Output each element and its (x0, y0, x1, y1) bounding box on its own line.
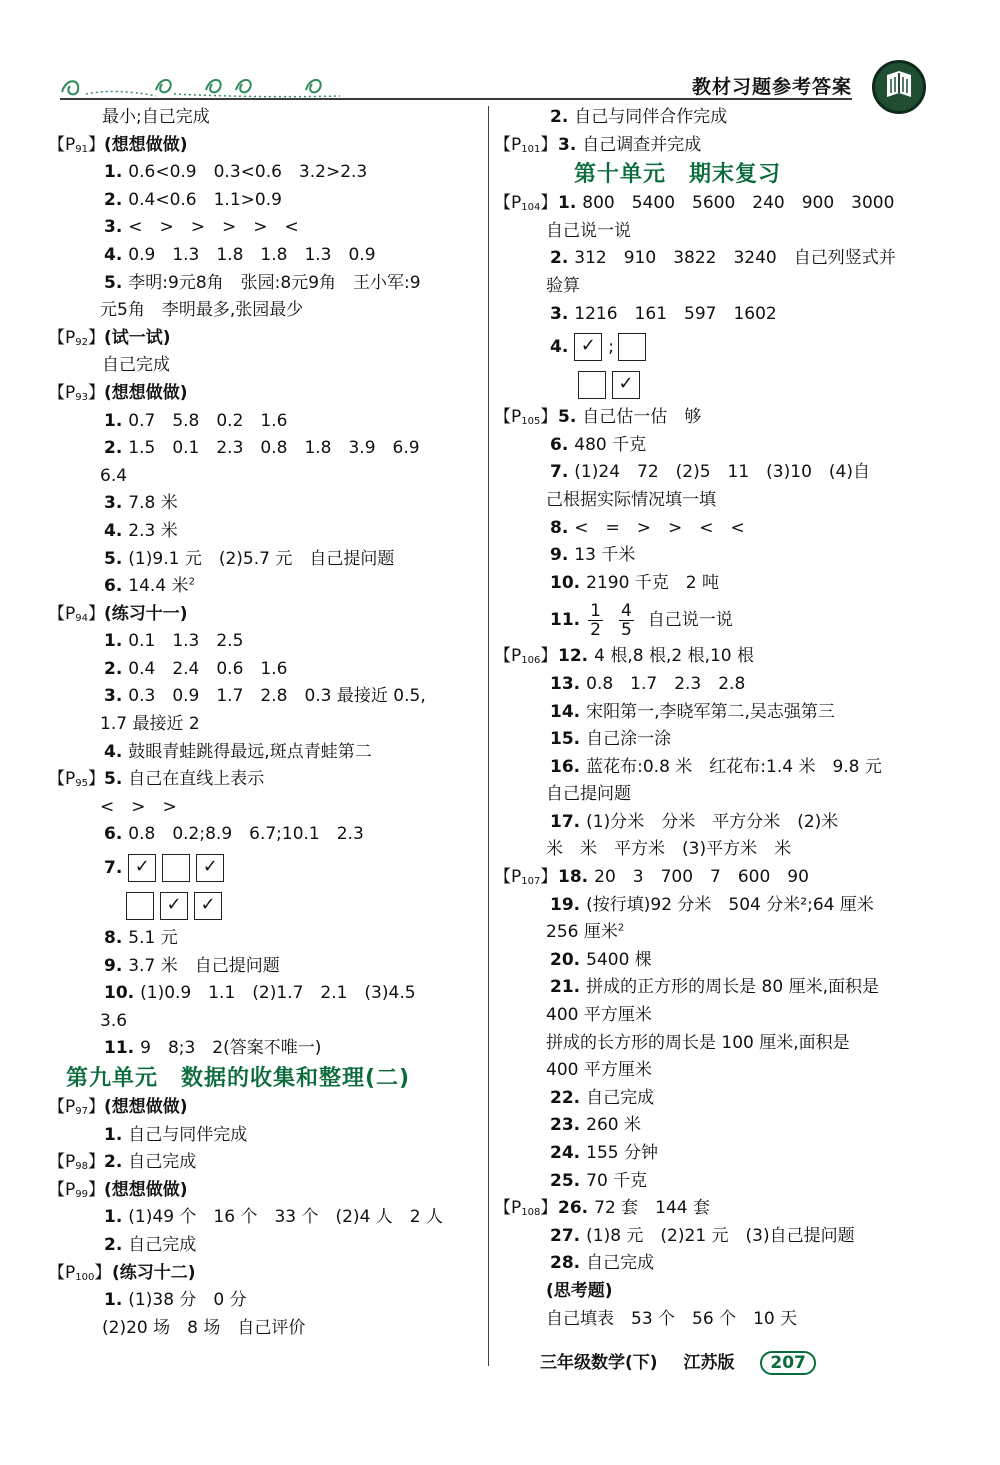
answer-text: 312 910 3822 3240 自己列竖式并 (574, 248, 896, 269)
answer-text: (2)20 场 8 场 自己评价 (102, 1317, 306, 1338)
page-ref-number: 108 (521, 1207, 541, 1219)
answer-line (48, 711, 478, 739)
question-number: 2. (550, 107, 569, 127)
empty-box (126, 892, 154, 920)
fraction (588, 602, 603, 639)
question-number: 23. (550, 1115, 581, 1136)
page-ref-number: 94 (75, 612, 88, 624)
answer-line (48, 490, 478, 518)
question-number: 6. (550, 434, 569, 455)
answer-line (494, 1168, 924, 1196)
question-number: 11. (550, 610, 581, 631)
answer-line (494, 190, 924, 218)
answer-line (48, 1287, 478, 1315)
checked-box: ✓ (612, 371, 640, 399)
answer-text: 260 米 (586, 1115, 641, 1136)
answer-line (494, 1085, 924, 1113)
page-ref: 【$P_{108}$】 (494, 1198, 558, 1219)
answer-line (48, 573, 478, 601)
answer-text: 拼成的长方形的周长是 100 厘米,面积是 (546, 1032, 850, 1053)
answer-text: 13 千米 (574, 545, 636, 566)
question-number: 4. (104, 741, 123, 762)
answer-text: 1216 161 597 1602 (574, 303, 777, 324)
answer-text: 自己完成 (586, 1087, 655, 1108)
answer-line (48, 766, 478, 794)
answer-line (48, 794, 478, 822)
answer-text: 自己填表 53 个 56 个 10 天 (546, 1308, 798, 1329)
footer-grade: 三年级数学(下) (540, 1353, 658, 1373)
answer-text: (1)9.1 元 (2)5.7 元 自己提问题 (128, 548, 395, 569)
answer-text: 宋阳第一,李晓军第二,吴志强第三 (586, 701, 835, 722)
page-ref-number: 105 (521, 416, 541, 428)
question-number: 1. (558, 193, 577, 214)
answer-line (48, 1315, 478, 1343)
checkbox-group (574, 328, 652, 366)
answer-text: 20 3 700 7 600 90 (594, 867, 809, 888)
answer-text: 自己涂一涂 (586, 729, 672, 750)
question-number: 1. (104, 631, 123, 652)
answer-line (494, 1140, 924, 1168)
answer-line (494, 836, 924, 864)
answer-line (494, 781, 924, 809)
question-number: 24. (550, 1143, 581, 1163)
page-ref-number: 95 (75, 778, 88, 790)
checked-box: ✓ (194, 892, 222, 920)
superscript: 2 (188, 576, 195, 588)
page-ref: 【$P_{105}$】 (494, 407, 558, 428)
answer-line (494, 809, 924, 837)
superscript: 2 (617, 922, 625, 934)
answer-text: 4 根,8 根,2 根,10 根 (594, 646, 755, 667)
answer-text: < = > > < < (574, 517, 745, 538)
answer-text: 蓝花布:0.8 米 红花布:1.4 米 9.8 元 (586, 756, 882, 777)
page-ref-number: 99 (75, 1188, 88, 1200)
page-ref-number: 92 (75, 336, 88, 348)
answer-text: 6.4 (100, 465, 128, 486)
checked-box: ✓ (196, 854, 224, 882)
answer-text: 自己调查并完成 (582, 134, 702, 155)
answer-line (494, 132, 924, 160)
answer-line (48, 159, 478, 187)
section-title: 第九单元 数据的收集和整理(二) (66, 1066, 411, 1091)
empty-box (162, 854, 190, 882)
answer-text: 72 套 144 套 (594, 1198, 711, 1219)
answer-text: 0.4 2.4 0.6 1.6 (128, 658, 288, 679)
answer-text: 0.4<0.6 1.1>0.9 (128, 189, 282, 210)
answer-text: 0.7 5.8 0.2 1.6 (128, 410, 288, 431)
answer-line (494, 459, 924, 487)
question-number: 9. (550, 545, 569, 566)
answer-line (48, 1008, 478, 1036)
answer-text: < > > (100, 796, 177, 817)
question-number: 2. (104, 1152, 123, 1173)
answer-text: 自己完成 (128, 1234, 197, 1255)
question-number: 8. (550, 517, 569, 538)
page-ref-number: 107 (521, 876, 541, 888)
question-number: 3. (104, 686, 123, 707)
exercise-title: (练习十二) (112, 1262, 196, 1283)
answer-text: 14.4 米 (128, 576, 189, 597)
question-number: 11. (104, 1038, 135, 1059)
checked-box: ✓ (128, 854, 156, 882)
question-number: 5. (558, 407, 577, 428)
question-number: 1. (104, 1290, 123, 1311)
section-heading-line (48, 1063, 478, 1094)
question-number: 2. (550, 248, 569, 269)
answer-text: (1)0.9 1.1 (2)1.7 2.1 (3)4.5 (140, 983, 416, 1004)
question-number: 5. (104, 272, 123, 293)
answer-text: (1)24 72 (2)5 11 (3)10 (4)自 (574, 462, 870, 483)
answer-line (494, 1002, 924, 1030)
answer-text: 5400 棵 (586, 949, 652, 970)
answer-line (494, 699, 924, 727)
page-ref: 【$P_{104}$】 (494, 193, 558, 214)
answer-line (494, 947, 924, 975)
question-number: 1. (104, 1124, 123, 1145)
answer-text: 自己在直线上表示 (128, 769, 265, 790)
question-number: 26. (558, 1198, 589, 1219)
answer-text: 400 平方厘米 (546, 1005, 652, 1026)
question-number: 10. (550, 572, 581, 593)
answer-text: 鼓眼青蛙跳得最远,斑点青蛙第二 (128, 741, 372, 762)
answer-text: 0.8 0.2;8.9 6.7;10.1 2.3 (128, 824, 364, 845)
question-number: 22. (550, 1087, 581, 1108)
page-ref: 【$P_{99}$】 (48, 1179, 105, 1200)
answer-text: 自己与同伴完成 (128, 1124, 248, 1145)
right-column (494, 104, 924, 1333)
answer-line (48, 187, 478, 215)
answer-text: 元5角 李明最多,张园最少 (100, 300, 304, 321)
answer-line (48, 132, 478, 160)
answer-text: 1.7 最接近 2 (100, 714, 200, 735)
answer-line (494, 671, 924, 699)
question-number: 13. (550, 673, 581, 694)
answer-line (48, 297, 478, 325)
answer-line (494, 892, 924, 920)
answer-line (494, 1057, 924, 1085)
empty-box (578, 371, 606, 399)
answer-line (494, 273, 924, 301)
answer-text: 自己估一估 够 (582, 407, 702, 428)
question-number: 6. (104, 824, 123, 845)
question-number: 16. (550, 756, 581, 777)
answer-line (48, 1204, 478, 1232)
page-ref: 【$P_{95}$】 (48, 769, 105, 790)
page-ref: 【$P_{100}$】 (48, 1262, 112, 1283)
answer-line (494, 643, 924, 671)
answer-text: (1)分米 分米 平方分米 (2)米 (586, 811, 839, 832)
page-number: 207 (760, 1351, 816, 1375)
question-number: 10. (104, 983, 135, 1004)
answer-line (48, 1149, 478, 1177)
question-number: 9. (104, 955, 123, 976)
question-number: 21. (550, 977, 581, 998)
answer-text: 0.9 1.3 1.8 1.8 1.3 0.9 (128, 244, 376, 265)
answer-line (48, 821, 478, 849)
answer-text: 自己说一说 (647, 610, 733, 631)
answer-line (494, 597, 924, 643)
answer-line (494, 432, 924, 460)
question-number: 12. (558, 646, 589, 667)
header-title: 教材习题参考答案 (691, 76, 852, 98)
question-number: 3. (558, 134, 577, 155)
answer-text: 己根据实际情况填一填 (546, 489, 716, 510)
column-divider (488, 106, 489, 1366)
answer-text: (1)8 元 (2)21 元 (3)自己提问题 (586, 1225, 855, 1246)
answer-line (494, 570, 924, 598)
answer-line (494, 726, 924, 754)
answer-text: 0.1 1.3 2.5 (128, 631, 244, 652)
answer-line (48, 849, 478, 887)
answer-line (48, 1232, 478, 1260)
question-number: 4. (104, 244, 123, 265)
question-number: 6. (104, 576, 123, 597)
question-number: 18. (558, 867, 589, 888)
answer-line (48, 601, 478, 629)
page-ref-number: 93 (75, 391, 88, 403)
page-ref: 【$P_{91}$】 (48, 134, 105, 155)
answer-line (48, 980, 478, 1008)
question-number: 19. (550, 894, 581, 915)
page-ref-number: 91 (75, 143, 88, 155)
answer-line (48, 887, 478, 925)
answer-text: (1)49 个 16 个 33 个 (2)4 人 2 人 (128, 1207, 444, 1228)
answer-line (48, 925, 478, 953)
question-number: 14. (550, 701, 581, 722)
numerator: 1 (590, 600, 601, 621)
question-number: 2. (104, 1234, 123, 1255)
answer-line (494, 1195, 924, 1223)
question-number: 3. (104, 217, 123, 238)
exercise-title: (试一试) (104, 327, 171, 348)
answer-text: 480 千克 (574, 434, 647, 455)
answer-text: 3.7 米 自己提问题 (128, 955, 280, 976)
checkbox-group (126, 887, 228, 925)
answer-line (494, 754, 924, 782)
answer-line (494, 1112, 924, 1140)
page-ref-number: 98 (75, 1161, 88, 1173)
answer-line (48, 1122, 478, 1150)
exercise-title: (想想做做) (104, 1179, 188, 1200)
footer-edition: 江苏版 (683, 1353, 735, 1373)
answer-line (494, 864, 924, 892)
answer-line (48, 683, 478, 711)
answer-line (494, 404, 924, 432)
answer-line (48, 380, 478, 408)
answer-line (494, 366, 924, 404)
answer-text: 拼成的正方形的周长是 80 厘米,面积是 (586, 977, 879, 998)
checked-box: ✓ (574, 333, 602, 361)
answer-line (494, 1278, 924, 1306)
question-number: 4. (104, 520, 123, 541)
answer-line (494, 301, 924, 329)
question-number: 2. (104, 438, 123, 459)
question-number: 5. (104, 548, 123, 569)
answer-line (48, 104, 478, 132)
question-number: 2. (104, 658, 123, 679)
answer-line (494, 1030, 924, 1058)
question-number: 17. (550, 811, 581, 832)
answer-text: 2.3 米 (128, 520, 178, 541)
checkbox-group (578, 366, 646, 404)
answer-text: 800 5400 5600 240 900 3000 (582, 193, 895, 214)
exercise-title: (练习十一) (104, 603, 188, 624)
page-ref: 【$P_{98}$】 (48, 1152, 105, 1173)
answer-line (48, 352, 478, 380)
answer-line (48, 463, 478, 491)
answer-line (48, 1177, 478, 1205)
exercise-title: (想想做做) (104, 134, 188, 155)
answer-text: 5.1 元 (128, 928, 178, 949)
answer-text: 自己完成 (128, 1152, 197, 1173)
answer-line (48, 325, 478, 353)
page-ref: 【$P_{107}$】 (494, 867, 558, 888)
denominator: 5 (620, 619, 632, 640)
fraction (619, 602, 634, 639)
question-number: 27. (550, 1225, 581, 1246)
answer-text: < > > > > < (128, 217, 299, 238)
question-number: 15. (550, 729, 581, 750)
answer-line (494, 218, 924, 246)
answer-text: 0.8 1.7 2.3 2.8 (586, 673, 746, 694)
answer-text: 自己提问题 (546, 784, 631, 805)
answer-line (48, 739, 478, 767)
answer-line (494, 1250, 924, 1278)
page-ref: 【$P_{101}$】 (494, 134, 558, 155)
question-number: 1. (104, 162, 123, 183)
answer-line (494, 1223, 924, 1251)
page-ref-number: 104 (521, 202, 541, 214)
checkbox-group (128, 849, 230, 887)
question-number: 2. (104, 189, 123, 210)
answer-text: 400 平方厘米 (546, 1060, 652, 1081)
question-number: 25. (550, 1170, 581, 1191)
answer-text: 0.6<0.9 0.3<0.6 3.2>2.3 (128, 162, 368, 183)
answer-line (48, 1260, 478, 1288)
answer-line (494, 1306, 924, 1334)
page-ref: 【$P_{97}$】 (48, 1097, 105, 1117)
numerator: 4 (620, 600, 632, 621)
section-title: 第十单元 期末复习 (574, 162, 782, 188)
question-number: 8. (104, 928, 123, 949)
answer-line (48, 1035, 478, 1063)
answer-text: 最小;自己完成 (102, 107, 210, 127)
answer-line (494, 245, 924, 273)
answer-line (48, 408, 478, 436)
answer-text: 1.5 0.1 2.3 0.8 1.8 3.9 6.9 (128, 438, 420, 459)
page-ref: 【$P_{93}$】 (48, 382, 105, 403)
answer-text: (思考题) (546, 1280, 613, 1301)
checked-box: ✓ (160, 892, 188, 920)
answer-text: 3.6 (100, 1010, 128, 1031)
answer-text: 自己完成 (586, 1253, 655, 1274)
answer-line (494, 328, 924, 366)
answer-text: 7.8 米 (128, 493, 178, 514)
page-footer (540, 1348, 836, 1375)
answer-text: 9 8;3 2(答案不唯一) (140, 1038, 322, 1059)
answer-text: 米 米 平方米 (3)平方米 米 (546, 839, 792, 860)
answer-text: (1)38 分 0 分 (128, 1290, 247, 1311)
answer-line (494, 542, 924, 570)
question-number: 4. (550, 337, 569, 358)
answer-line (48, 1094, 478, 1122)
answer-line (48, 435, 478, 463)
answer-line (48, 270, 478, 298)
page-ref: 【$P_{94}$】 (48, 603, 105, 624)
answer-text: 2190 千克 2 吨 (586, 572, 720, 593)
question-number: 7. (104, 858, 123, 879)
exercise-title: (想想做做) (104, 1097, 188, 1117)
question-number: 3. (550, 303, 569, 324)
answer-text: 自己与同伴合作完成 (574, 107, 728, 127)
answer-text: 验算 (546, 275, 580, 296)
page-ref-number: 101 (521, 143, 541, 155)
answer-line (48, 546, 478, 574)
page-ref: 【$P_{92}$】 (48, 327, 105, 348)
answer-line (48, 518, 478, 546)
answer-line (48, 242, 478, 270)
question-number: 1. (104, 1207, 123, 1228)
empty-box (618, 333, 646, 361)
answer-text: (按行填)92 分米 504 分米²;64 厘米 (586, 894, 874, 915)
question-number: 3. (104, 493, 123, 514)
answer-line (48, 214, 478, 242)
answer-line (494, 487, 924, 515)
answer-text: 70 千克 (586, 1170, 648, 1191)
answer-text: 自己说一说 (546, 220, 631, 241)
section-heading-line (494, 159, 924, 190)
answer-text: 自己完成 (102, 355, 170, 376)
page-ref-number: 100 (75, 1271, 95, 1283)
separator: ; (608, 337, 615, 358)
answer-line (494, 104, 924, 132)
answer-text: 李明:9元8角 张园:8元9角 王小军:9 (128, 272, 421, 293)
answer-line (48, 656, 478, 684)
page-ref: 【$P_{106}$】 (494, 646, 558, 667)
answer-line (48, 628, 478, 656)
question-number: 20. (550, 949, 581, 970)
answer-text: 0.3 0.9 1.7 2.8 0.3 最接近 0.5, (128, 686, 426, 707)
answer-line (494, 974, 924, 1002)
answer-line (494, 515, 924, 543)
page-ref-number: 97 (75, 1106, 88, 1117)
exercise-title: (想想做做) (104, 382, 188, 403)
denominator: 2 (590, 619, 601, 640)
question-number: 1. (104, 410, 123, 431)
question-number: 7. (550, 462, 569, 483)
page-ref-number: 106 (521, 655, 541, 667)
answer-text: 256 厘米 (546, 922, 618, 943)
answer-line (48, 953, 478, 981)
question-number: 28. (550, 1253, 581, 1274)
question-number: 5. (104, 769, 123, 790)
answer-line (494, 919, 924, 947)
answer-text: 155 分钟 (586, 1143, 658, 1163)
left-column (48, 104, 478, 1342)
